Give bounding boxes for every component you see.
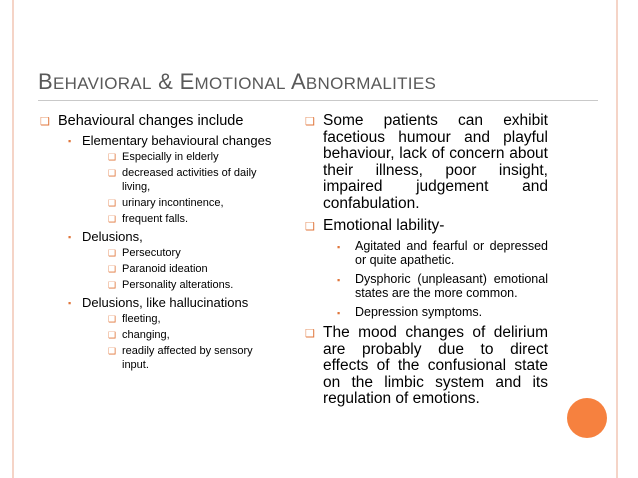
right-bullet-list (305, 113, 548, 408)
right-decor-line (616, 0, 618, 478)
sub-sub-bullet-text: urinary incontinence, (122, 197, 224, 209)
sub-bullet-item (56, 295, 280, 372)
sub-bullet-list (323, 239, 548, 320)
sub-sub-bullet-text: readily affected by sensory input. (122, 345, 253, 371)
box-bullet-icon: ❑ (305, 116, 315, 128)
sub-bullet-text: Agitated and fearful or depressed or quite apathetic. (355, 238, 548, 267)
right-column (305, 113, 548, 414)
bullet-item (40, 113, 280, 372)
square-bullet-icon: ▪ (337, 274, 341, 285)
sub-sub-bullet-item (80, 344, 280, 372)
sub-sub-bullet-item (80, 262, 280, 276)
square-bullet-icon: ▪ (68, 232, 72, 242)
sub-sub-bullet-text: frequent falls. (122, 213, 189, 225)
sub-bullet-item (56, 229, 280, 292)
box-bullet-icon: ❑ (305, 221, 315, 233)
sub-sub-bullet-text: fleeting, (122, 313, 161, 325)
orange-circle-decoration (567, 398, 607, 438)
bullet-item (305, 325, 548, 408)
sub-sub-bullet-text: Persecutory (122, 247, 181, 259)
sub-sub-bullet-text: changing, (122, 329, 170, 341)
sub-bullet-item (56, 133, 280, 226)
bullet-text: Emotional lability- (323, 217, 445, 234)
square-bullet-icon: ▪ (68, 136, 72, 146)
sub-sub-bullet-text: Especially in elderly (122, 151, 219, 163)
square-bullet-icon: ▪ (68, 298, 72, 308)
sub-sub-bullet-item (80, 212, 280, 226)
sub-sub-bullet-text: Personality alterations. (122, 279, 234, 291)
box-bullet-icon: ❑ (108, 280, 117, 290)
box-bullet-icon: ❑ (305, 328, 315, 340)
box-bullet-icon: ❑ (108, 346, 117, 356)
sub-sub-bullet-text: Paranoid ideation (122, 263, 208, 275)
sub-bullet-text: Delusions, (82, 229, 143, 244)
box-bullet-icon: ❑ (108, 168, 117, 178)
box-bullet-icon: ❑ (108, 214, 117, 224)
slide-title: BEHAVIORAL & EMOTIONAL ABNORMALITIES (38, 69, 437, 94)
box-bullet-icon: ❑ (108, 314, 117, 324)
box-bullet-icon: ❑ (108, 330, 117, 340)
sub-sub-bullet-list (82, 246, 280, 292)
sub-bullet-list (58, 133, 280, 372)
sub-sub-bullet-list (82, 150, 280, 226)
sub-bullet-text: Elementary behavioural changes (82, 133, 272, 148)
sub-bullet-item (321, 305, 548, 320)
left-column (40, 113, 280, 375)
box-bullet-icon: ❑ (108, 248, 117, 258)
box-bullet-icon: ❑ (108, 198, 117, 208)
bullet-item (305, 218, 548, 319)
sub-sub-bullet-item (80, 312, 280, 326)
sub-bullet-text: Dysphoric (unpleasant) emotional states are the more common. (355, 271, 548, 300)
sub-sub-bullet-item (80, 166, 280, 194)
bullet-text: The mood changes of delirium are probably due to direct effects of the confusional state on the limbic system and its regulation of emotions. (323, 324, 548, 407)
bullet-item (305, 113, 548, 212)
sub-bullet-item (321, 272, 548, 301)
left-bullet-list (40, 113, 280, 372)
bullet-text: Behavioural changes include (58, 113, 244, 129)
bullet-text: Some patients can exhibit facetious humour and playful behaviour, lack of concern about their illness, poor insight, impaired judgement and confabulation. (323, 112, 548, 212)
sub-sub-bullet-item (80, 196, 280, 210)
sub-sub-bullet-item (80, 328, 280, 342)
sub-sub-bullet-text: decreased activities of daily living, (122, 167, 257, 193)
box-bullet-icon: ❑ (108, 152, 117, 162)
title-underline (38, 100, 598, 101)
square-bullet-icon: ▪ (337, 307, 341, 318)
sub-bullet-text: Delusions, like hallucinations (82, 295, 249, 310)
sub-bullet-text: Depression symptoms. (355, 304, 483, 319)
box-bullet-icon: ❑ (108, 264, 117, 274)
sub-sub-bullet-item (80, 150, 280, 164)
sub-bullet-item (321, 239, 548, 268)
left-decor-line (12, 0, 14, 478)
sub-sub-bullet-item (80, 246, 280, 260)
sub-sub-bullet-item (80, 278, 280, 292)
square-bullet-icon: ▪ (337, 241, 341, 252)
sub-sub-bullet-list (82, 312, 280, 372)
box-bullet-icon: ❑ (40, 116, 50, 128)
